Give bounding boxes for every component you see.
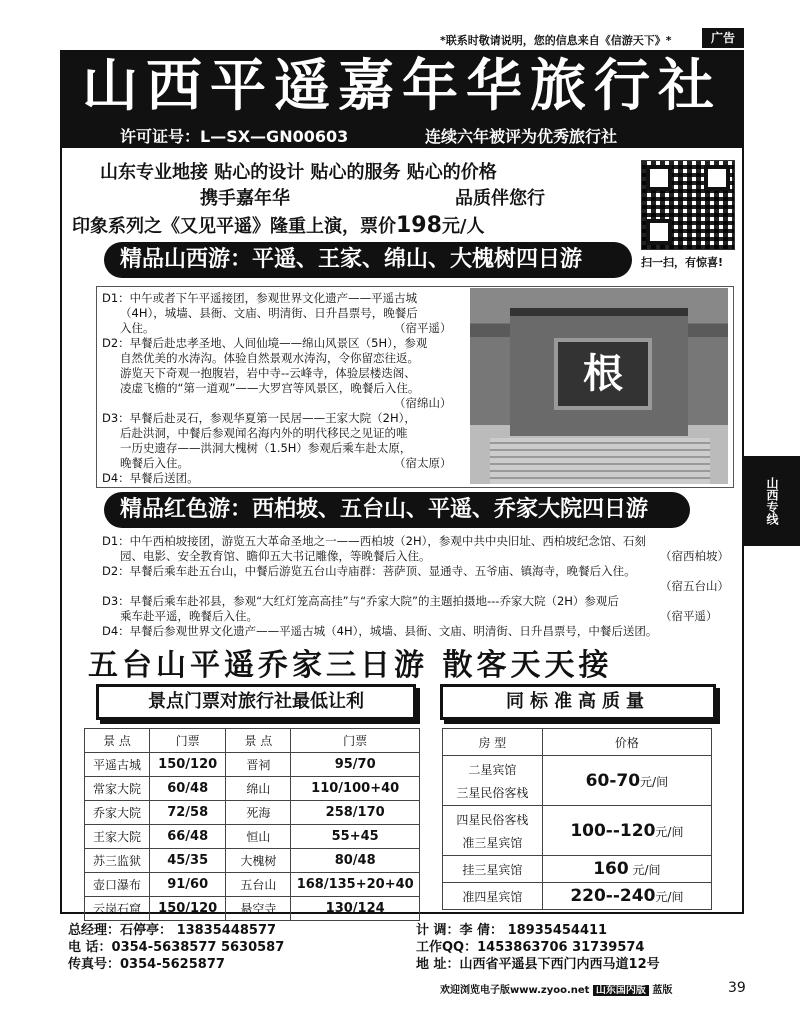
spot-name: 云岗石窟 [85,897,150,921]
itinerary-line: D4：早餐后送团。 [102,471,199,485]
footer-url[interactable]: 欢迎浏览电子版www.zyoo.net [440,985,590,996]
slogan-line-1: 山东专业地接 贴心的设计 贴心的服务 贴心的价格 [100,162,497,183]
room-price [542,883,711,910]
room-type-line: 四星民俗客栈 [456,812,529,827]
table-row [85,897,420,921]
ticket-price: 110/100+40 [291,777,420,801]
table-header: 房 型 [443,729,543,756]
tel-line [68,939,284,956]
itinerary-line: 一历史遗存——洪洞大槐树（1.5H）参观后乘车赴太原， [120,441,412,455]
qr-finder-icon [646,165,672,191]
table-header-row [443,729,712,756]
tour2-itinerary [102,533,742,643]
itinerary-stay: （宿绵山） [394,396,452,410]
itinerary-line: D3：早餐后赴灵石，参观华夏第一民居——王家大院（2H）， [102,411,416,425]
ticket-price: 66/48 [150,825,226,849]
dispatch-line [416,922,660,939]
table-header: 价格 [542,729,711,756]
price-unit: 元/间 [632,863,661,877]
price-unit: 元/间 [640,774,669,789]
ticket-price: 72/58 [150,801,226,825]
price-value: 160 [593,859,629,879]
ticket-price: 91/60 [150,873,226,897]
room-price [542,856,711,883]
itinerary-stay: （宿五台山） [660,579,729,593]
itinerary-stay: （宿平遥） [394,321,452,335]
itinerary-line: D1：中午或者下午平遥接团，参观世界文化遗产——平遥古城 [102,291,418,305]
room-table [442,728,712,910]
promo-prefix: 印象系列之《又见平遥》隆重上演，票价 [72,216,396,237]
itinerary-line: D4：早餐后参观世界文化遗产——平遥古城（4H），城墙、县衙、文庙、明清街、日升昌票号，中餐后送团。 [102,624,658,638]
promo-suffix: 元/人 [441,216,485,237]
room-type [443,756,543,806]
itinerary-line: D1：中午西柏坡接团，游览五大革命圣地之一——西柏坡（2H），参观中共中央旧址、西柏坡纪念馆、石刻 [102,534,646,548]
room-price [542,806,711,856]
room-type: 准四星宾馆 [443,883,543,910]
quality-tag: 同标准高质量 [440,684,716,720]
table-row [85,873,420,897]
source-notice: *联系时敬请说明，您的信息来自《信游天下》* [440,34,672,47]
title-banner [60,50,744,148]
table-header: 景 点 [226,729,291,753]
contact-left [68,922,284,973]
spot-name: 乔家大院 [85,801,150,825]
qr-finder-icon [646,219,672,245]
award-text: 连续六年被评为优秀旅行社 [425,127,618,146]
ticket-price: 45/35 [150,849,226,873]
slogan-line-2a: 携手嘉年华 [200,188,290,209]
page-number: 39 [728,980,746,996]
table-row [85,849,420,873]
ticket-price: 95/70 [291,753,420,777]
address-label: 地 址： [416,957,460,972]
price-unit: 元/间 [655,890,684,904]
itinerary-line: D3：早餐后乘车赴祁县，参观“大红灯笼高高挂”与“乔家大院”的主题拍摄地---乔家大院（2H）参观后 [102,594,619,608]
slogan-line-2b: 品质伴您行 [455,188,545,209]
price-value: 100--120 [570,820,656,841]
manager-label: 总经理： [68,923,121,938]
itinerary-line: 凌虚飞檐的“第一道观”——大罗宫等风景区，晚餐后入住。 [120,381,420,395]
itinerary-line: 乘车赴平遥，晚餐后入住。 [120,609,258,623]
table-row [443,756,712,806]
ticket-price: 150/120 [150,897,226,921]
ticket-price: 130/124 [291,897,420,921]
license-number: 许可证号：L—SX—GN00603 [120,127,349,146]
itinerary-line: （4H），城墙、县衙、文庙、明清街、日升昌票号，晚餐后 [120,306,418,320]
spot-name: 恒山 [226,825,291,849]
ticket-price: 258/170 [291,801,420,825]
fax-line [68,956,284,973]
edition-suffix: 蓝版 [652,985,673,996]
dispatch-label: 计 调： [416,923,460,938]
table-row [85,777,420,801]
itinerary-stay: （宿太原） [394,456,452,470]
table-header: 门票 [150,729,226,753]
tour3-title: 五台山平遥乔家三日游 散客天天接 [88,648,613,683]
dispatch-name: 李 倩： [459,923,504,938]
itinerary-line: 自然优美的水涛沟。体验自然景观水涛沟，令你留恋往返。 [120,351,419,365]
price-value: 60-70 [585,770,641,791]
promo-price: 198 [396,213,442,238]
table-row [443,883,712,910]
tour1-photo [470,288,728,484]
dispatch-phone[interactable]: 18935454411 [507,923,608,938]
spot-name: 晋祠 [226,753,291,777]
fax-label: 传真号： [68,957,121,972]
tour2-title: 精品红色游：西柏坡、五台山、平遥、乔家大院四日游 [104,492,690,528]
room-type-line: 准三星宾馆 [462,835,523,850]
address-line [416,956,660,973]
ticket-table [84,728,420,921]
tour1-title: 精品山西游：平遥、王家、绵山、大槐树四日游 [104,242,632,278]
ad-tag: 广告 [702,28,744,48]
room-type-line: 三星民俗客栈 [456,785,529,800]
ticket-discount-tag: 景点门票对旅行社最低让利 [96,684,416,720]
table-header: 景 点 [85,729,150,753]
manager-phone[interactable]: 13835448577 [176,923,277,938]
itinerary-stay: （宿平遥） [660,609,718,623]
tour1-itinerary [102,290,470,490]
promo-line [72,212,485,238]
spot-name: 王家大院 [85,825,150,849]
room-type-line: 二星宾馆 [468,762,517,777]
itinerary-line: 入住。 [120,321,155,335]
spot-name: 悬空寺 [226,897,291,921]
ticket-price: 80/48 [291,849,420,873]
spot-name: 平遥古城 [85,753,150,777]
spot-name: 五台山 [226,873,291,897]
price-unit: 元/间 [655,824,684,839]
ticket-price: 55+45 [291,825,420,849]
manager-line [68,922,284,939]
itinerary-line: 晚餐后入住。 [120,456,189,470]
agency-title: 山西平遥嘉年华旅行社 [82,54,722,119]
qr-caption: 扫一扫，有惊喜! [641,256,724,269]
table-row [443,806,712,856]
ticket-price: 60/48 [150,777,226,801]
spot-name: 壶口瀑布 [85,873,150,897]
qr-code[interactable] [641,160,735,250]
room-price [542,756,711,806]
ticket-price: 150/120 [150,753,226,777]
itinerary-line: D2：早餐后乘车赴五台山，中餐后游览五台山寺庙群：菩萨顶、显通寺、五爷庙、镇海寺，晚餐后入住。 [102,564,636,578]
manager-name: 石停亭： [120,923,173,938]
fax-number[interactable]: 0354-5625877 [120,957,225,972]
table-row [85,753,420,777]
qr-finder-icon [704,165,730,191]
edition-label: 山东国内版 [593,985,649,996]
table-row [85,825,420,849]
table-header-row [85,729,420,753]
footer [440,981,672,996]
steps-image [490,438,710,484]
itinerary-line: D2：早餐后赴忠孝圣地、人间仙境——绵山风景区（5H），参观 [102,336,428,350]
address-text: 山西省平遥县下西门内西马道12号 [459,957,660,972]
itinerary-line: 园、电影、安全教育馆、瞻仰五大书记雕像，等晚餐后入住。 [120,549,431,563]
contact-right [416,922,660,973]
itinerary-stay: （宿西柏坡） [660,549,729,563]
spot-name: 绵山 [226,777,291,801]
table-header: 门票 [291,729,420,753]
spot-name: 死海 [226,801,291,825]
qq-label: 工作QQ： [416,940,478,955]
spot-name: 常家大院 [85,777,150,801]
table-row [443,856,712,883]
itinerary-line: 游览天下奇观一抱腹岩，岩中寺--云峰寺，体验层楼迭阁、 [120,366,416,380]
qq-line [416,939,660,956]
tel-number[interactable]: 0354-5638577 5630587 [111,940,285,955]
qq-number[interactable]: 1453863706 31739574 [477,940,645,955]
tel-label: 电 话： [68,940,112,955]
spot-name: 大槐树 [226,849,291,873]
table-row [85,801,420,825]
ticket-price: 168/135+20+40 [291,873,420,897]
itinerary-line: 后赴洪洞，中餐后参观闻名海内外的明代移民之见证的唯 [120,426,408,440]
room-type: 挂三星宾馆 [443,856,543,883]
price-value: 220--240 [570,886,656,906]
room-type [443,806,543,856]
photo-plaque: 根 [554,338,652,410]
spot-name: 苏三监狱 [85,849,150,873]
side-tab: 山西专线 [744,456,800,546]
